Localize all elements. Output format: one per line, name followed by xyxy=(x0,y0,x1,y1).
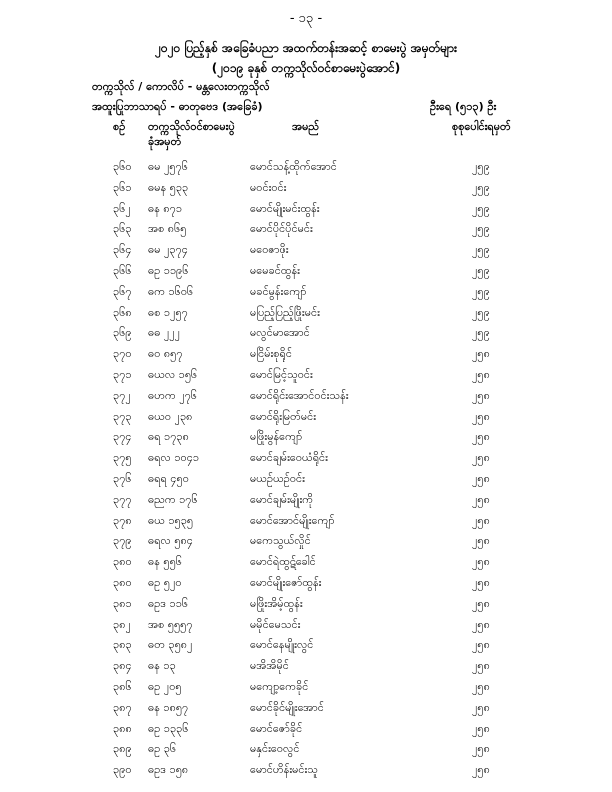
name-cell: မကျော့ကေခိုင် xyxy=(250,679,309,693)
marks-cell: ၂၅၈ xyxy=(472,700,490,714)
serial-cell: ၃၇၂ xyxy=(113,388,131,402)
marks-cell: ၂၅၈ xyxy=(472,513,490,527)
table-row xyxy=(0,222,612,243)
name-cell: မငြိမ်းစုရိုင် xyxy=(250,347,292,361)
table-row xyxy=(0,701,612,722)
name-cell: မမိုင်မေသင်း xyxy=(250,617,301,631)
serial-cell: ၃၇၉ xyxy=(113,534,132,548)
serial-cell: ၃၆၇ xyxy=(113,284,132,298)
results-table xyxy=(0,160,612,784)
table-row xyxy=(0,451,612,472)
marks-cell: ၂၅၈ xyxy=(472,638,490,652)
table-row xyxy=(0,389,612,410)
name-cell: မလွင်မာအောင် xyxy=(250,326,310,340)
serial-cell: ၃၇၄ xyxy=(113,430,132,444)
table-row xyxy=(0,410,612,431)
serial-cell: ၃၆၁ xyxy=(113,180,132,194)
header-marks: စုစုပေါင်းရမှတ် xyxy=(452,120,511,133)
table-row xyxy=(0,430,612,451)
serial-cell: ၃၆၀ xyxy=(113,160,132,173)
marks-cell: ၂၅၉ xyxy=(472,160,490,173)
name-cell: မခင်မွန်းကျော် xyxy=(250,284,307,298)
marks-cell: ၂၅၈ xyxy=(472,430,490,444)
roll-number-cell: ဓရလ ၁၀၄၁ xyxy=(148,451,200,465)
name-cell: မောင်ရဲထွဋ်ခေါင် xyxy=(250,555,316,569)
table-row xyxy=(0,243,612,264)
name-cell: မောင်ဟိန်းမင်းသူ xyxy=(250,763,318,777)
marks-cell: ၂၅၉ xyxy=(472,284,490,298)
table-row xyxy=(0,306,612,327)
table-row xyxy=(0,576,612,597)
roll-number-cell: ဓရလ ၅၈၄ xyxy=(148,534,193,548)
marks-cell: ၂၅၉ xyxy=(472,222,490,236)
marks-cell: ၂၅၈ xyxy=(472,763,490,777)
roll-number-cell: ဓယ၀ ၂၃၈ xyxy=(148,409,193,423)
document-title: ၂၀၂၀ ပြည့်နှစ် အခြေခံပညာ အထက်တန်းအဆင့် စာမေးပွဲ အမှတ်များ xyxy=(154,41,458,55)
table-row xyxy=(0,472,612,493)
name-cell: မောင်ချမ်းမျိုးကို xyxy=(250,492,314,506)
table-row xyxy=(0,285,612,306)
roll-number-cell: ဓဥဒ ၁၅၈ xyxy=(148,763,189,777)
name-cell: မောင်ခိုင်မျိုးအောင် xyxy=(250,700,324,714)
roll-number-cell: ဓယလ ၁၅၆ xyxy=(148,367,198,381)
table-row xyxy=(0,659,612,680)
serial-cell: ၃၈၀ xyxy=(113,575,132,589)
marks-cell: ၂၅၉ xyxy=(472,180,490,194)
table-row xyxy=(0,326,612,347)
table-row xyxy=(0,680,612,701)
table-row xyxy=(0,555,612,576)
table-row xyxy=(0,202,612,223)
roll-number-cell: ဓဥ ၁၃၃၆ xyxy=(148,721,189,735)
serial-cell: ၃၇၀ xyxy=(113,347,132,361)
name-cell: မောင်ရိုင်းအောင်ဝင်းသန်း xyxy=(250,388,349,402)
serial-cell: ၃၆၆ xyxy=(113,263,132,277)
candidate-count: ဦးရေ (၅၁၃) ဦး xyxy=(430,100,497,113)
name-cell: မဖြိုးမွန်ကျော် xyxy=(250,430,303,444)
serial-cell: ၃၆၄ xyxy=(113,243,132,257)
table-row xyxy=(0,763,612,784)
name-cell: မောင်သန့်ထိုက်အောင် xyxy=(250,160,337,173)
marks-cell: ၂၅၉ xyxy=(472,305,490,319)
header-roll: တက္ကသိုလ်ဝင်စာမေးပွဲ xyxy=(148,120,235,133)
marks-cell: ၂၅၈ xyxy=(472,451,490,465)
serial-cell: ၃၈၀ xyxy=(113,555,132,569)
roll-number-cell: ဓဟက ၂၇၆ xyxy=(148,388,197,402)
roll-number-cell: ဓဝ ၈၅၇ xyxy=(148,347,183,361)
name-cell: မနှင်းဝေလွင် xyxy=(250,742,300,756)
marks-cell: ၂၅၈ xyxy=(472,492,490,506)
table-row xyxy=(0,264,612,285)
serial-cell: ၃၈၁ xyxy=(113,596,132,610)
marks-cell: ၂၅၈ xyxy=(472,555,490,569)
name-cell: မဝေဇာဖိုး xyxy=(250,243,289,257)
table-row xyxy=(0,534,612,555)
name-cell: မောင်ရိုးမြတ်မင်း xyxy=(250,409,317,423)
marks-cell: ၂၅၈ xyxy=(472,742,490,756)
name-cell: မောင်ဇော်ခိုင် xyxy=(250,721,303,735)
roll-number-cell: ဓန ၈၇၁ xyxy=(148,201,183,215)
name-cell: မဖြိုးအိမ့်ထွန်း xyxy=(250,596,303,610)
roll-number-cell: ဓမန ၅၃၃ xyxy=(148,180,189,194)
roll-number-cell: ဓမ ၂၃၇၄ xyxy=(148,243,188,257)
roll-number-cell: ဓန ၁၃ xyxy=(148,659,176,673)
serial-cell: ၃၇၇ xyxy=(113,492,132,506)
marks-cell: ၂၅၈ xyxy=(472,388,490,402)
roll-number-cell: ဓဥ ၅၂၀ xyxy=(148,575,182,589)
subject-line: အထူးပြုဘာသာရပ် - ဓာတုဗေဒ (အခြေခံ) xyxy=(92,100,263,113)
name-cell: မမေခင်ထွန်း xyxy=(250,263,300,277)
serial-cell: ၃၇၈ xyxy=(113,513,132,527)
document-subtitle: (၂၀၁၉ ခုနှစ် တက္ကသိုလ်ဝင်စာမေးပွဲအောင်) xyxy=(211,61,401,75)
serial-cell: ၃၇၃ xyxy=(113,409,132,423)
table-row xyxy=(0,181,612,202)
serial-cell: ၃၇၁ xyxy=(113,367,132,381)
marks-cell: ၂၅၈ xyxy=(472,617,490,631)
roll-number-cell: ဓရ ၁၇၃၈ xyxy=(148,430,189,444)
serial-cell: ၃၉၀ xyxy=(113,763,132,777)
marks-cell: ၂၅၈ xyxy=(472,409,490,423)
name-cell: မဝင်းဝင်း xyxy=(250,180,287,194)
name-cell: မောင်နေမျိုးလွင် xyxy=(250,638,314,652)
marks-cell: ၂၅၉ xyxy=(472,243,490,257)
roll-number-cell: ဓဥ ၁၁၉၆ xyxy=(148,263,189,277)
serial-cell: ၃၆၂ xyxy=(113,201,131,215)
table-row xyxy=(0,514,612,535)
table-row xyxy=(0,160,612,181)
marks-cell: ၂၅၈ xyxy=(472,347,490,361)
name-cell: မောင်အောင်မျိုးကျော် xyxy=(250,513,335,527)
table-row xyxy=(0,368,612,389)
marks-cell: ၂၅၉ xyxy=(472,201,490,215)
name-cell: မကေသွယ်လှိုင် xyxy=(250,534,311,548)
university-line: တက္ကသိုလ် / ကောလိပ် - မန္တလေးတက္ကသိုလ် xyxy=(92,80,270,93)
serial-cell: ၃၈၃ xyxy=(113,638,132,652)
marks-cell: ၂၅၈ xyxy=(472,679,490,693)
roll-number-cell: ဓယ ၁၅၃၅ xyxy=(148,513,194,527)
serial-cell: ၃၈၇ xyxy=(113,700,132,714)
name-cell: မယဉ်ယဉ်ဝင်း xyxy=(250,471,305,485)
table-row xyxy=(0,618,612,639)
roll-number-cell: ဓမ ၂၅၇၆ xyxy=(148,160,188,173)
roll-number-cell: ဓရရ ၄၅၀ xyxy=(148,471,189,485)
roll-number-cell: ဓတ ၃၅၈၂ xyxy=(148,638,193,652)
roll-number-cell: ဓဓ ၂၂၂ xyxy=(148,326,181,340)
roll-number-cell: ဓက ၁၆၀၆ xyxy=(148,284,194,298)
marks-cell: ၂၅၈ xyxy=(472,367,490,381)
serial-cell: ၃၇၅ xyxy=(113,451,132,465)
serial-cell: ၃၈၉ xyxy=(113,742,132,756)
page-number: - ၁၃ - xyxy=(289,11,323,26)
name-cell: မောင်ပိုင်ပိုင်မင်း xyxy=(250,222,313,236)
table-row xyxy=(0,722,612,743)
table-row xyxy=(0,742,612,763)
table-row xyxy=(0,347,612,368)
name-cell: မပြည့်ပြည့်ဖြိုးမင်း xyxy=(250,305,320,319)
name-cell: မောင်မျိုးမင်းထွန်း xyxy=(250,201,320,215)
name-cell: မောင်မျိုးဇော်ထွန်း xyxy=(250,575,322,589)
name-cell: မအိအိမိုင် xyxy=(250,659,289,673)
roll-number-cell: ဓဥ ၂၀၅ xyxy=(148,679,182,693)
marks-cell: ၂၅၈ xyxy=(472,534,490,548)
serial-cell: ၃၈၆ xyxy=(113,679,132,693)
header-roll-sub: ခုံအမှတ် xyxy=(148,135,182,148)
roll-number-cell: ဓဥ ၃၆ xyxy=(148,742,177,756)
serial-cell: ၃၆၃ xyxy=(113,222,132,236)
serial-cell: ၃၈၂ xyxy=(113,617,131,631)
serial-cell: ၃၈၈ xyxy=(113,721,132,735)
roll-number-cell: ဓန ၅၅၆ xyxy=(148,555,182,569)
table-row xyxy=(0,597,612,618)
roll-number-cell: ဓဥဒ ၁၁၆ xyxy=(148,596,189,610)
marks-cell: ၂၅၈ xyxy=(472,471,490,485)
roll-number-cell: ဓညက ၁၇၆ xyxy=(148,492,198,506)
serial-cell: ၃၆၉ xyxy=(113,326,132,340)
roll-number-cell: ဓစ ၁၂၅၇ xyxy=(148,305,188,319)
table-row xyxy=(0,638,612,659)
marks-cell: ၂၅၈ xyxy=(472,575,490,589)
marks-cell: ၂၅၈ xyxy=(472,721,490,735)
marks-cell: ၂၅၈ xyxy=(472,596,490,610)
roll-number-cell: အစ ၈၆၅ xyxy=(148,222,187,236)
serial-cell: ၃၆၈ xyxy=(113,305,132,319)
name-cell: မောင်မြင့်သူဝင်း xyxy=(250,367,313,381)
marks-cell: ၂၅၉ xyxy=(472,263,490,277)
header-serial: စဉ် xyxy=(113,120,126,133)
serial-cell: ၃၈၄ xyxy=(113,659,132,673)
header-name: အမည် xyxy=(292,120,320,133)
name-cell: မောင်ချမ်းဝေယံရိုင်း xyxy=(250,451,328,465)
marks-cell: ၂၅၈ xyxy=(472,659,490,673)
table-row xyxy=(0,493,612,514)
roll-number-cell: ဓန ၁၈၅၇ xyxy=(148,700,189,714)
roll-number-cell: အစ ၅၅၅၇ xyxy=(148,617,193,631)
serial-cell: ၃၇၆ xyxy=(113,471,132,485)
marks-cell: ၂၅၉ xyxy=(472,326,490,340)
